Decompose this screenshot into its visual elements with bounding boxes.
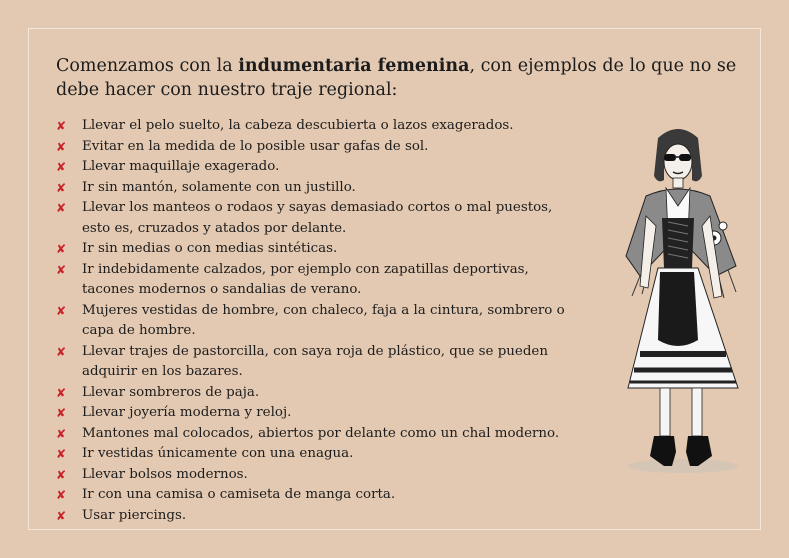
- rule-text: Llevar los manteos o rodaos y sayas demasiado cortos o mal puestos, esto es, cruzados y atados por delante.: [82, 200, 553, 236]
- cross-icon: ✘: [56, 242, 67, 256]
- cross-icon: ✘: [56, 447, 67, 461]
- rule-text: Llevar sombreros de paja.: [82, 384, 260, 400]
- cross-icon: ✘: [56, 201, 67, 215]
- intro-paragraph: [56, 54, 746, 102]
- rule-text: Mantones mal colocados, abiertos por delante como un chal moderno.: [82, 425, 560, 441]
- rule-item: [56, 116, 576, 137]
- rule-text: Llevar trajes de pastorcilla, con saya roja de plástico, que se pueden adquirir en los bazares.: [82, 343, 548, 379]
- rule-item: [56, 342, 576, 383]
- rule-text: Llevar el pelo suelto, la cabeza descubierta o lazos exagerados.: [82, 118, 514, 133]
- cross-icon: ✘: [56, 385, 67, 400]
- cross-icon: ✘: [56, 406, 67, 420]
- rule-item: [56, 485, 576, 506]
- intro-text-bold: indumentaria femenina: [238, 56, 470, 76]
- rule-item: [56, 301, 576, 342]
- rule-text: Ir indebidamente calzados, por ejemplo con zapatillas deportivas, tacones modernos o sandalias de verano.: [82, 261, 529, 297]
- rule-item: [56, 239, 576, 260]
- rule-item: [56, 198, 576, 239]
- cross-icon: ✘: [56, 180, 67, 195]
- rule-item: [56, 403, 576, 424]
- intro-text-before: Comenzamos con la: [56, 56, 239, 76]
- rule-item: [56, 465, 576, 486]
- rule-text: Ir con una camisa o camiseta de manga corta.: [82, 487, 396, 502]
- rule-item: [56, 506, 576, 527]
- rule-item: [56, 383, 576, 404]
- rule-item: [56, 137, 576, 158]
- rule-text: Llevar maquillaje exagerado.: [82, 159, 280, 174]
- cross-icon: ✘: [56, 467, 67, 482]
- cross-icon: ✘: [56, 488, 67, 502]
- rule-text: Ir vestidas únicamente con una enagua.: [82, 446, 354, 461]
- rule-item: [56, 157, 576, 178]
- rules-list: [56, 116, 576, 526]
- rule-text: Llevar joyería moderna y reloj.: [82, 405, 292, 420]
- rule-item: [56, 444, 576, 465]
- cross-icon: ✘: [56, 262, 67, 277]
- cross-icon: ✘: [56, 119, 67, 133]
- rule-text: Mujeres vestidas de hombre, con chaleco, faja a la cintura, sombrero o capa de hombre.: [82, 302, 565, 338]
- cross-icon: ✘: [56, 303, 67, 318]
- intro-text-after: , con ejemplos de lo que no se debe hacer con nuestro traje regional:: [56, 56, 737, 100]
- rule-text: Llevar bolsos modernos.: [82, 466, 248, 482]
- cross-icon: ✘: [56, 160, 67, 174]
- rule-item: [56, 260, 576, 301]
- woman-costume-illustration: [618, 126, 748, 476]
- rule-item: [56, 178, 576, 199]
- cross-icon: ✘: [56, 344, 67, 359]
- rule-item: [56, 424, 576, 445]
- cross-icon: ✘: [56, 139, 67, 154]
- rule-text: Ir sin mantón, solamente con un justillo.: [82, 179, 356, 195]
- rule-text: Evitar en la medida de lo posible usar gafas de sol.: [82, 138, 429, 154]
- rule-text: Ir sin medias o con medias sintéticas.: [82, 241, 338, 256]
- cross-icon: ✘: [56, 426, 67, 441]
- cross-icon: ✘: [56, 508, 67, 523]
- rule-text: Usar piercings.: [82, 507, 187, 523]
